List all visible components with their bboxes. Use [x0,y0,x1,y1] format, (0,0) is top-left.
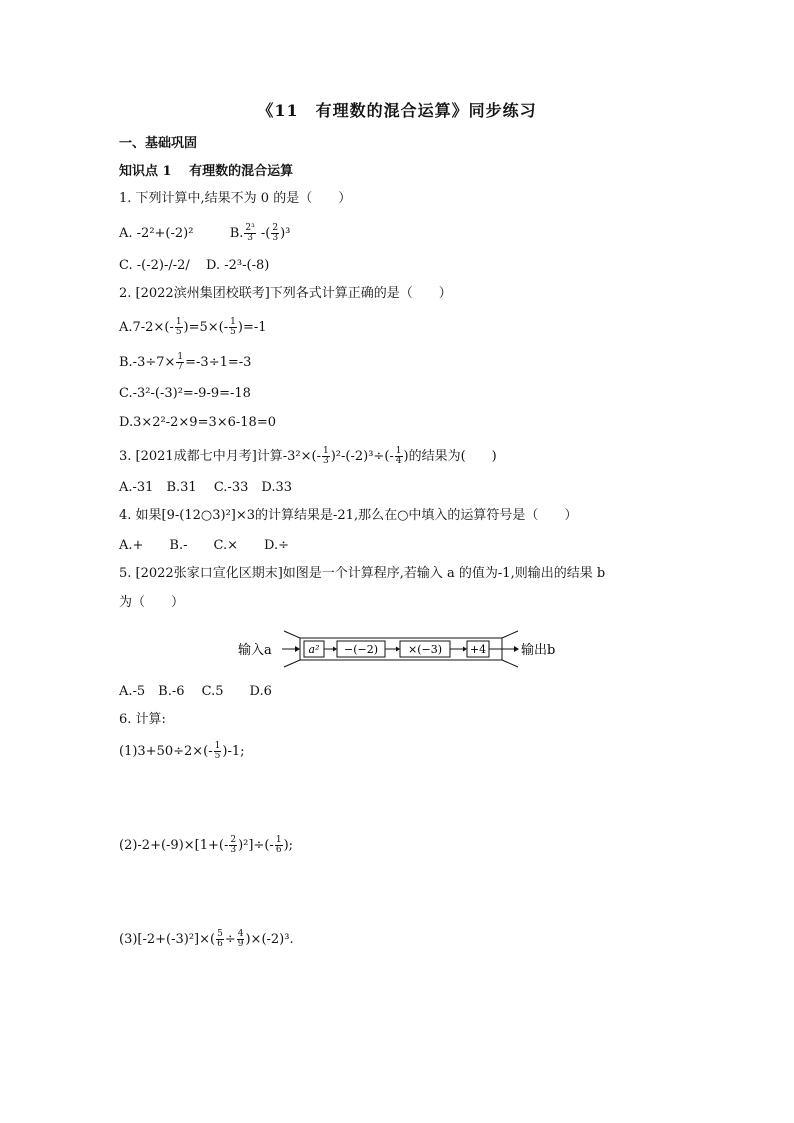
section-heading: 一、基础巩固 [119,136,198,151]
frame-notch-right-top [502,631,518,638]
diagram-input-label: 输入a [238,643,272,658]
q1-option-c: C. -(-2)-/-2/ [119,258,190,273]
question-1-stem: 1. 下列计算中,结果不为 0 的是（ ） [119,191,352,206]
calculation-program-diagram [238,627,568,671]
question-3-stem: 3. [2021成都七中月考]计算-3²×(- $\frac{1}{3}$ )²-(-2)³÷(- $\frac{1}{4}$ )的结果为( ) [119,446,497,466]
question-3-options: A.-31 B.31 C.-33 D.33 [119,480,292,495]
page-title: 《11 有理数的混合运算》同步练习 [257,101,537,120]
question-1-options-cd [119,258,269,274]
question-1-options-ab [119,224,290,243]
frame-notch-left-top [284,631,300,638]
question-5-stem-line2: 为（ ） [119,595,185,610]
knowledge-point-heading: 知识点 1 有理数的混合运算 [119,164,294,179]
question-2-stem: 2. [2022滨州集团校联考]下列各式计算正确的是（ ） [119,286,452,301]
question-6-stem: 6. 计算: [119,712,166,727]
step-box-subtract-label: −(−2) [343,643,379,656]
q2-option-a: A.7-2×(- $\frac{1}{5}$ )=5×(- $\frac{1}{5}$ )=-1 [119,317,267,337]
q1-option-d: D. -2³-(-8) [206,258,270,273]
q2-option-d: D.3×2²-2×9=3×6-18=0 [119,415,276,430]
q6-part-1: (1)3+50÷2×(- $\frac{1}{5}$ )-1; [119,741,245,761]
q6-part-2: (2)-2+(-9)×[1+(- $\frac{2}{3}$ )²]÷(- $\frac{1}{6}$ ); [119,835,294,855]
q1-option-a: A. -2²+(-2)² [119,226,194,241]
q6-part-3: (3)[-2+(-3)²]×( $\frac{5}{6}$ ÷ $\frac{4}{9}$ )×(-2)³. [119,929,294,949]
question-5-stem-line1: 5. [2022张家口宣化区期末]如图是一个计算程序,若输入 a 的值为-1,则输出的结果 b [119,566,606,581]
step-box-add-label: +4 [469,643,487,656]
question-4-stem: 4. 如果[9-(12○3)²]×3的计算结果是-21,那么在○中填入的运算符号是（ ） [119,508,578,523]
question-5-options: A.-5 B.-6 C.5 D.6 [119,684,272,699]
connector-3-head [463,647,467,652]
connector-2-head [396,647,400,652]
connector-1-head [333,647,337,652]
frame-notch-right-bottom [502,660,518,667]
step-box-square-label: a² [308,643,320,656]
question-4-options: A.+ B.- C.× D.÷ [119,538,289,553]
q2-option-c: C.-3²-(-3)²=-9-9=-18 [119,386,251,401]
output-arrow-head [514,646,519,652]
q1-option-b: B. $\frac{\text{2³}}{3}$ -( $\frac{2}{3}$ )³ [229,223,291,243]
frame-notch-left-bottom [284,660,300,667]
step-box-multiply-label: ×(−3) [407,643,443,656]
input-arrow-head [295,646,300,652]
diagram-output-label: 输出b [521,643,556,658]
q2-option-b: B.-3÷7× $\frac{1}{7}$ =-3÷1=-3 [119,352,252,372]
